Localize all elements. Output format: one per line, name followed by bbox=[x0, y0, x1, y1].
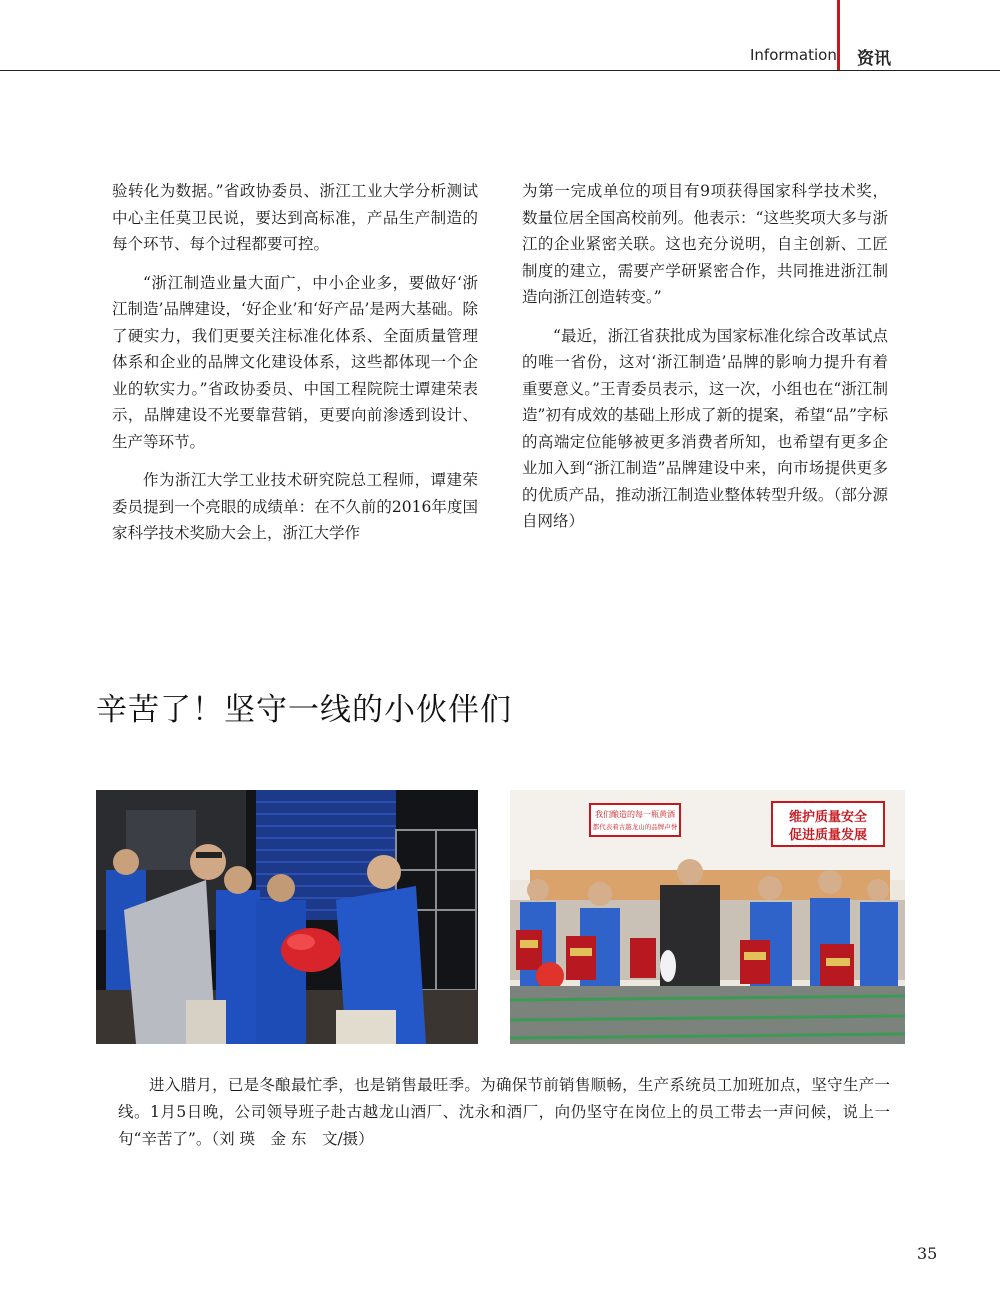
page-number: 35 bbox=[917, 1244, 938, 1263]
photo-sign-text: 都代表着古越龙山的品牌声誉 bbox=[592, 823, 678, 831]
article-right-column bbox=[522, 178, 888, 535]
section-label-en: Information bbox=[750, 46, 837, 64]
photo-workers-gift-handover bbox=[96, 790, 478, 1044]
section-label-cn: 资讯 bbox=[857, 49, 891, 69]
article-paragraph: 为第一完成单位的项目有9项获得国家科学技术奖，数量位居全国高校前列。他表示：“这些奖项大多与浙江的企业紧密关联。这也充分说明，自主创新、工匠制度的建立，需要产学研紧密合作，共同推进浙江制造向浙江创造转变。” bbox=[522, 182, 888, 306]
article-left-column bbox=[112, 178, 478, 547]
photo-packing-line bbox=[510, 790, 905, 1044]
header-accent-bar bbox=[837, 0, 840, 70]
header-rule bbox=[0, 70, 1000, 71]
article-paragraph: 验转化为数据。”省政协委员、浙江工业大学分析测试中心主任莫卫民说，要达到高标准，产品生产制造的每个环节、每个过程都要可控。 bbox=[112, 182, 478, 253]
photo-banner-text: 维护质量安全 bbox=[788, 810, 868, 825]
feature-caption: 进入腊月，已是冬酿最忙季，也是销售最旺季。为确保节前销售顺畅，生产系统员工加班加点，坚守生产一线。1月5日晚，公司领导班子赴古越龙山酒厂、沈永和酒厂，向仍坚守在岗位上的员工带去一声问候，说上一句“辛苦了”。（刘 瑛 金 东 文/摄） bbox=[118, 1076, 890, 1148]
article-paragraph: “最近，浙江省获批成为国家标准化综合改革试点的唯一省份，这对‘浙江制造’品牌的影响力提升有着重要意义。”王青委员表示，这一次，小组也在“浙江制造”初有成效的基础上形成了新的提案，希望“品”字标的高端定位能够被更多消费者所知，也希望有更多企业加入到“浙江制造”品牌建设中来，向市场提供更多的优质产品，推动浙江制造业整体转型升级。（部分源自网络） bbox=[522, 326, 888, 530]
article-paragraph: “浙江制造业量大面广，中小企业多，要做好‘浙江制造’品牌建设，‘好企业’和‘好产品’是两大基础。除了硬实力，我们更要关注标准化体系、全面质量管理体系和企业的品牌文化建设体系，这些都体现一个企业的软实力。”省政协委员、中国工程院院士谭建荣表示，品牌建设不光要靠营销，更要向前渗透到设计、生产等环节。 bbox=[112, 273, 478, 451]
feature-title: 辛苦了！坚守一线的小伙伴们 bbox=[96, 692, 512, 728]
photo-banner-text: 促进质量发展 bbox=[788, 828, 868, 843]
article-paragraph: 作为浙江大学工业技术研究院总工程师，谭建荣委员提到一个亮眼的成绩单：在不久前的2016年度国家科学技术奖励大会上，浙江大学作 bbox=[112, 471, 478, 542]
photo-sign-text: 我们酿造的每一瓶黄酒 bbox=[595, 810, 675, 819]
